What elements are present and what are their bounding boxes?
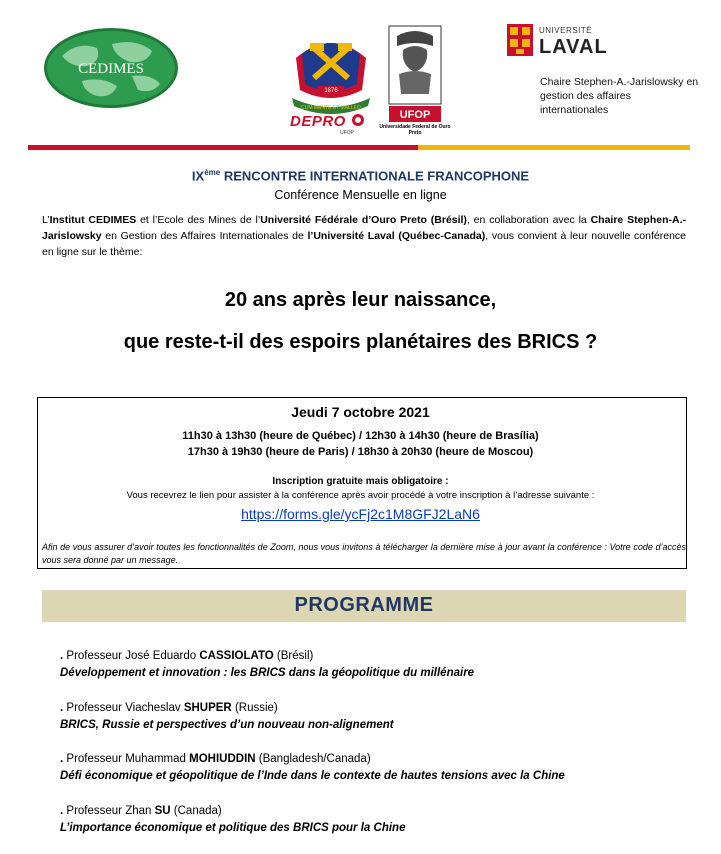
event-date: Jeudi 7 octobre 2021 [291,404,430,420]
speaker-1: . Professeur José Eduardo CASSIOLATO (Brésil) [60,650,314,662]
talk-1: Développement et innovation : les BRICS dans la géopolitique du millénaire [60,667,475,679]
depro-logo [290,112,376,142]
laval-name-label: LAVAL [539,36,608,58]
cedimes-logo-text: CEDIMES [78,61,144,77]
zoom-note: Afin de vous assurer d’avoir toutes les fonctionnalités de Zoom, nous vous invitons à télécharger la dernière mise à jour avant la conférence : Votre code d’accès vous sera donné par un message. [42,542,686,565]
programme-title: PROGRAMME [294,594,434,616]
speaker-2: . Professeur Viacheslav SHUPER (Russie) [60,702,278,714]
talk-3: Défi économique et géopolitique de l’Inde dans le contexte de hautes tensions avec la Chine [60,770,565,782]
laval-university-label: UNIVERSITÉ [539,26,593,35]
event-subtitle: Conférence Mensuelle en ligne [274,188,447,202]
ufop-crest-year: 1876 [324,88,338,94]
event-title: IXème RENCONTRE INTERNATIONALE FRANCOPHONE [191,168,530,184]
gear-icon [350,112,366,128]
intro-paragraph: L’Institut CEDIMES et l’Ecole des Mines de l’Université Fédérale d’Ouro Preto (Brésil), en collaboration avec la Chaire Stephen-A.-Jarislowsky en Gestion des Affaires Internationales de l’Université Laval (Québec-Canada), vous convient à leur nouvelle conférence en ligne sur le thème: [42,214,687,258]
depro-logo-sub: UFOP [340,130,354,136]
time-line-1: 11h30 à 13h30 (heure de Québec) / 12h30 à 14h30 (heure de Brasília) [182,430,539,442]
ufop-crest-logo [288,28,374,120]
registration-title: Inscription gratuite mais obligatoire : [272,476,449,487]
cedimes-logo [42,26,180,110]
laval-logo [507,24,607,62]
main-title-line-1: 20 ans après leur naissance, [224,289,497,311]
registration-link[interactable]: https://forms.gle/ycFj2c1M8GFJ2LaN6 [241,506,480,522]
laval-shield-icon [507,24,533,56]
speaker-3: . Professeur Muhammad MOHIUDDIN (Bangladesh/Canada) [60,753,371,765]
divider-red [28,145,418,150]
main-title [0,283,721,359]
ufop-full-name: Universidade Federal de Ouro Preto [379,124,451,136]
depro-logo-text: DEPRO [290,113,346,130]
ufop-logo-text: UFOP [399,109,431,121]
time-line-2: 17h30 à 19h30 (heure de Paris) / 18h30 à 20h30 (heure de Moscou) [187,446,534,458]
ufop-logo [379,22,451,140]
talk-4: L’importance économique et politique des BRICS pour la Chine [60,822,406,834]
ufop-crest-motto: CUM MENTE ET MALLEO [301,105,361,111]
divider-yellow [418,145,690,150]
main-title-line-2: que reste-t-il des espoirs planétaires des BRICS ? [123,331,598,353]
speaker-4: . Professeur Zhan SU (Canada) [60,805,222,817]
registration-text: Vous recevrez le lien pour assister à la conférence après avoir procédé à votre inscription à l’adresse suivante : [126,490,595,501]
laval-chair-text: Chaire Stephen-A.-Jarislowsky en gestion des affaires internationales [540,76,699,116]
talk-2: BRICS, Russie et perspectives d’un nouveau non-alignement [60,719,394,731]
